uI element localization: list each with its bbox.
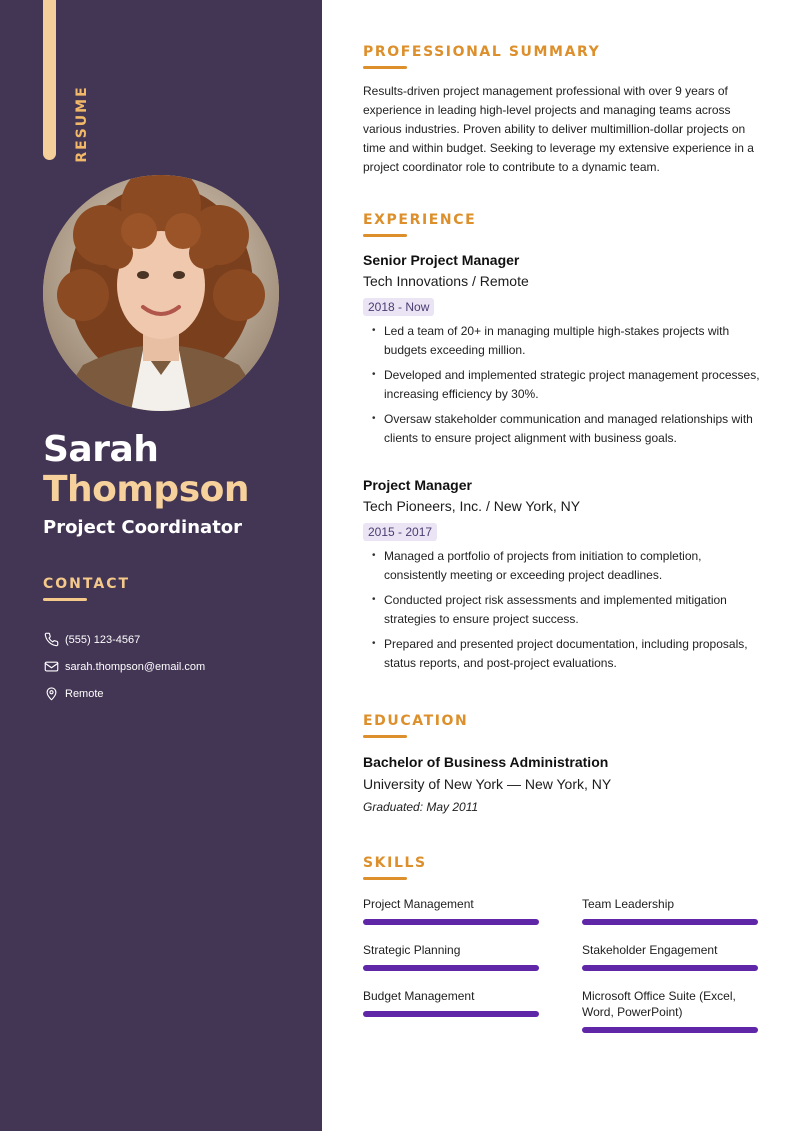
contact-phone-text: (555) 123-4567 [65,633,141,646]
skill-item [582,896,758,942]
profile-photo [43,175,279,411]
contact-heading-rule [43,598,87,601]
skill-bar-fill [582,1027,758,1033]
skill-bar-fill [363,965,539,971]
education-graduated: Graduated: May 2011 [363,800,479,814]
job-bullet: • Led a team of 20+ in managing multiple high-stakes projects with budgets exceeding million. [363,322,763,359]
mail-icon [43,659,59,675]
first-name: Sarah [43,429,159,470]
summary-heading: PROFESSIONAL SUMMARY [363,44,601,60]
education-school: University of New York — New York, NY [363,776,612,792]
job-company: Tech Pioneers, Inc. / New York, NY [363,498,581,514]
skills-grid [363,896,763,1048]
contact-phone[interactable] [43,626,205,653]
job-bullet: • Conducted project risk assessments and implemented mitigation strategies to ensure project success. [363,591,763,628]
job-entry [363,477,763,679]
skill-name: Project Management [363,897,474,911]
job-bullet: • Managed a portfolio of projects from initiation to completion, consistently meeting or exceeding project deadlines. [363,547,763,584]
full-name [43,430,249,510]
job-bullet: • Oversaw stakeholder communication and managed relationships with clients to ensure project alignment with business goals. [363,410,763,447]
skill-item [582,942,758,988]
job-bullets [363,547,763,672]
phone-icon [43,632,59,648]
skill-item [363,942,539,988]
job-dates-badge: 2018 - Now [363,298,434,316]
skill-bar [363,965,539,971]
job-company: Tech Innovations / Remote [363,273,529,289]
skill-name: Team Leadership [582,897,675,911]
skill-bar [363,919,539,925]
job-bullet: • Developed and implemented strategic project management processes, increasing efficiency by 30%. [363,366,763,403]
summary-heading-rule [363,66,407,69]
education-heading: EDUCATION [363,713,469,729]
skill-bar [582,965,758,971]
skills-heading-rule [363,877,407,880]
contact-email[interactable] [43,653,205,680]
contact-heading: CONTACT [43,576,131,592]
education-heading-rule [363,735,407,738]
resume-label: RESUME [74,85,90,163]
skills-heading: SKILLS [363,855,427,871]
skill-bar-fill [582,965,758,971]
accent-bar [43,0,56,160]
skill-item [363,896,539,942]
skill-bar-fill [363,919,539,925]
education-entry [363,754,763,814]
experience-heading-rule [363,234,407,237]
contact-location-text: Remote [65,687,104,700]
skill-name: Stakeholder Engagement [582,943,718,957]
skill-bar-fill [363,1011,539,1017]
sidebar [0,0,322,1131]
skill-item [363,988,539,1034]
job-dates-badge: 2015 - 2017 [363,523,437,541]
education-degree: Bachelor of Business Administration [363,754,609,770]
skill-bar [582,1027,758,1033]
skill-bar [582,919,758,925]
last-name: Thompson [43,469,249,510]
contact-list [43,626,205,707]
skill-bar-fill [582,919,758,925]
contact-email-text: sarah.thompson@email.com [65,660,206,673]
job-entry [363,252,763,454]
job-title: Senior Project Manager [363,252,520,268]
location-pin-icon [43,686,59,702]
job-bullet: • Prepared and presented project documentation, including proposals, status reports, and post-project evaluations. [363,635,763,672]
skill-name: Strategic Planning [363,943,461,957]
contact-location [43,680,205,707]
job-bullets [363,322,763,447]
job-role: Project Coordinator [43,517,243,538]
skill-name: Microsoft Office Suite (Excel, Word, PowerPoint) [582,989,736,1019]
experience-heading: EXPERIENCE [363,212,477,228]
skill-item [582,988,758,1048]
skill-bar [363,1011,539,1017]
job-title: Project Manager [363,477,472,493]
summary-text: Results-driven project management professional with over 9 years of experience in leading high-level projects and managing teams across various industries. Proven ability to deliver multimillion-dollar projects on time and within budget. Seeking to leverage my extensive experience in a project coordinator role to contribute to a dynamic team. [363,84,754,174]
skill-name: Budget Management [363,989,475,1003]
